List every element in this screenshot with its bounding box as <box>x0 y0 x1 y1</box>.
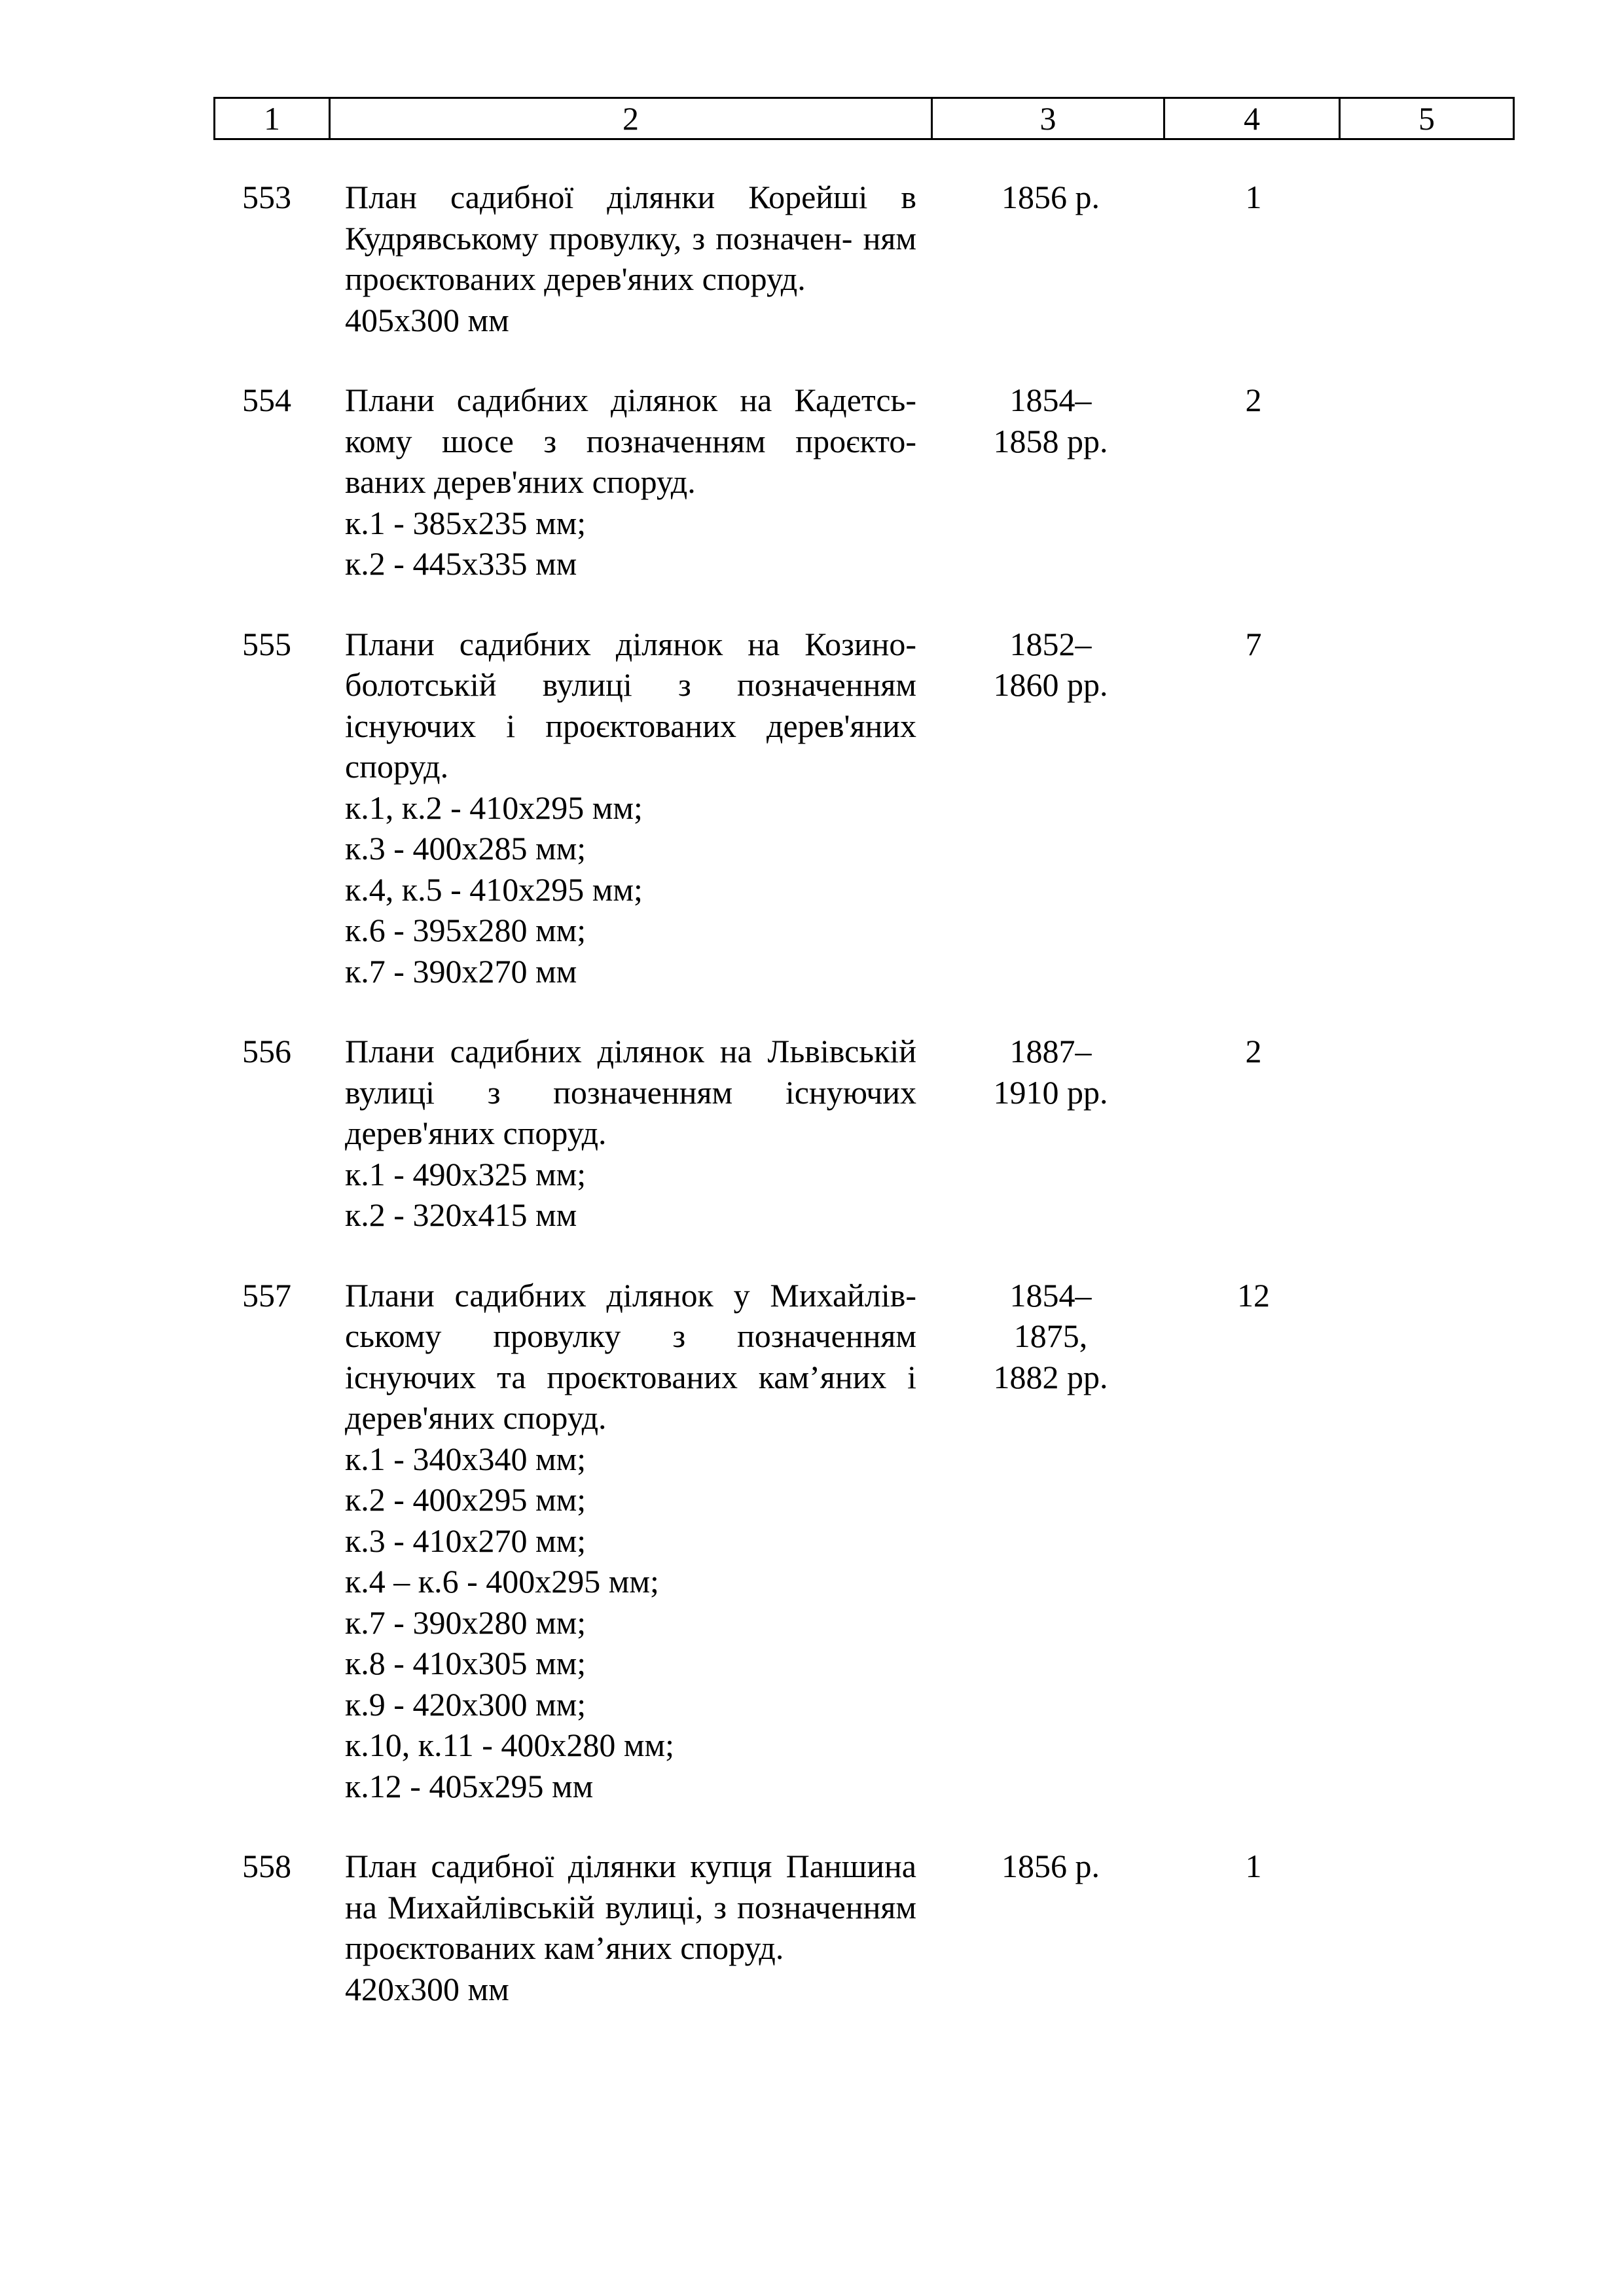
record-description <box>345 1275 916 1807</box>
description-fragment: існуючих дерев'яних споруд. <box>345 1073 917 1151</box>
record-number: 558 <box>242 1848 291 1884</box>
dimension-line: к.12 - 405х295 мм <box>345 1767 594 1804</box>
record-date <box>943 380 1159 461</box>
record-description-text <box>345 1275 916 1439</box>
column-number-header <box>213 97 1515 140</box>
header-col-5: 5 <box>1340 98 1514 139</box>
header-col-2: 2 <box>330 98 932 139</box>
date-line: 1910 рр. <box>993 1073 1108 1111</box>
record-description <box>345 177 916 340</box>
description-fragment: існуючих та проєктованих кам’яних і <box>345 1358 916 1395</box>
record-row <box>0 177 1624 340</box>
record-sheet-count: 12 <box>1237 1276 1270 1314</box>
description-fragment: кому шосе з позначенням проєкто- <box>345 422 916 459</box>
description-fragment: Львівській вулиці з позначенням <box>345 1033 917 1111</box>
record-description-text <box>345 1031 916 1154</box>
description-fragment: ням проєктованих дерев'яних споруд. <box>345 219 917 297</box>
dimension-line: 420х300 мм <box>345 1970 509 2007</box>
dimension-line: к.9 - 420х300 мм; <box>345 1685 586 1723</box>
dimension-line: к.2 - 320х415 мм <box>345 1196 577 1233</box>
date-line: 1875, <box>1013 1318 1088 1354</box>
header-col-4: 4 <box>1164 98 1340 139</box>
record-sheet-count: 2 <box>1245 382 1262 418</box>
description-fragment: дерев'яних споруд. <box>345 1399 607 1436</box>
description-fragment: ваних дерев'яних споруд. <box>345 463 696 500</box>
description-fragment: ському провулку з позначенням <box>345 1318 916 1354</box>
description-fragment: Кудрявському провулку, з позначен- <box>345 219 853 257</box>
dimension-line: к.6 - 395х280 мм; <box>345 912 586 948</box>
description-fragment: позначенням проєктованих кам’яних <box>345 1888 916 1966</box>
dimension-line: к.4 – к.6 - 400х295 мм; <box>345 1563 659 1600</box>
description-fragment: Плани садибних ділянок на <box>345 1033 752 1069</box>
date-line: 1852– <box>1009 625 1092 662</box>
record-date <box>943 177 1159 218</box>
dimension-line: к.4, к.5 - 410х295 мм; <box>345 870 643 908</box>
record-number: 555 <box>242 625 291 662</box>
description-fragment: План садибної ділянки купця <box>345 1848 772 1884</box>
date-line: 1887– <box>1009 1033 1092 1069</box>
date-line: 1856 р. <box>1001 179 1100 215</box>
record-row <box>0 1031 1624 1236</box>
record-date <box>943 1846 1159 1887</box>
record-dimensions <box>345 787 916 992</box>
record-description-text <box>345 177 916 300</box>
description-fragment: План садибної ділянки Корейші в <box>345 179 916 215</box>
description-fragment: існуючих і проєктованих дерев'яних <box>345 707 916 744</box>
dimension-line: к.10, к.11 - 400х280 мм; <box>345 1727 675 1763</box>
date-line: 1860 рр. <box>993 666 1108 703</box>
dimension-line: к.2 - 400х295 мм; <box>345 1481 586 1518</box>
record-sheet-count: 1 <box>1245 179 1262 215</box>
header-col-3: 3 <box>932 98 1164 139</box>
dimension-line: к.7 - 390х270 мм <box>345 952 577 990</box>
record-row <box>0 1846 1624 2009</box>
header-row <box>215 98 1514 139</box>
description-fragment: Плани садибних ділянок на Козино- <box>345 625 916 662</box>
record-description <box>345 1031 916 1236</box>
description-fragment: споруд. <box>680 1929 784 1966</box>
dimension-line: к.3 - 410х270 мм; <box>345 1522 586 1559</box>
record-description <box>345 1846 916 2009</box>
dimension-line: к.8 - 410х305 мм; <box>345 1645 586 1681</box>
record-dimensions <box>345 1154 916 1236</box>
record-sheet-count: 1 <box>1245 1848 1262 1884</box>
record-description <box>345 624 916 992</box>
record-dimensions <box>345 300 916 341</box>
record-row <box>0 380 1624 584</box>
description-fragment: Паншина на Михайлівській вулиці, з <box>345 1848 916 1926</box>
record-row <box>0 624 1624 992</box>
record-row <box>0 1275 1624 1807</box>
dimension-line: к.2 - 445х335 мм <box>345 545 577 582</box>
record-number: 553 <box>242 179 291 215</box>
record-number: 554 <box>242 382 291 418</box>
record-dimensions <box>345 503 916 584</box>
record-description-text <box>345 380 916 503</box>
date-line: 1858 рр. <box>993 422 1108 459</box>
record-description-text <box>345 1846 916 1969</box>
description-fragment: споруд. <box>345 748 449 785</box>
description-fragment: Плани садибних ділянок на Кадетсь- <box>345 382 916 418</box>
dimension-line: к.1 - 385х235 мм; <box>345 504 586 541</box>
record-date <box>943 624 1159 706</box>
description-fragment: болотській вулиці з позначенням <box>345 666 916 703</box>
dimension-line: к.1, к.2 - 410х295 мм; <box>345 789 643 826</box>
record-number: 557 <box>242 1276 291 1314</box>
record-description <box>345 380 916 584</box>
date-line: 1854– <box>1009 1276 1092 1314</box>
record-date <box>943 1031 1159 1113</box>
header-col-1: 1 <box>215 98 330 139</box>
dimension-line: к.7 - 390х280 мм; <box>345 1604 586 1641</box>
dimension-line: к.1 - 340х340 мм; <box>345 1440 586 1477</box>
record-number: 556 <box>242 1033 291 1069</box>
dimension-line: 405х300 мм <box>345 301 509 338</box>
dimension-line: к.1 - 490х325 мм; <box>345 1155 586 1193</box>
date-line: 1856 р. <box>1001 1848 1100 1884</box>
record-list <box>0 177 1624 2049</box>
record-date <box>943 1275 1159 1398</box>
record-dimensions <box>345 1439 916 1807</box>
record-description-text <box>345 624 916 787</box>
record-dimensions <box>345 1969 916 2010</box>
record-sheet-count: 2 <box>1245 1033 1262 1069</box>
dimension-line: к.3 - 400х285 мм; <box>345 830 586 867</box>
date-line: 1854– <box>1009 382 1092 418</box>
record-sheet-count: 7 <box>1245 625 1262 662</box>
date-line: 1882 рр. <box>993 1358 1108 1395</box>
description-fragment: Плани садибних ділянок у Михайлів- <box>345 1276 916 1314</box>
